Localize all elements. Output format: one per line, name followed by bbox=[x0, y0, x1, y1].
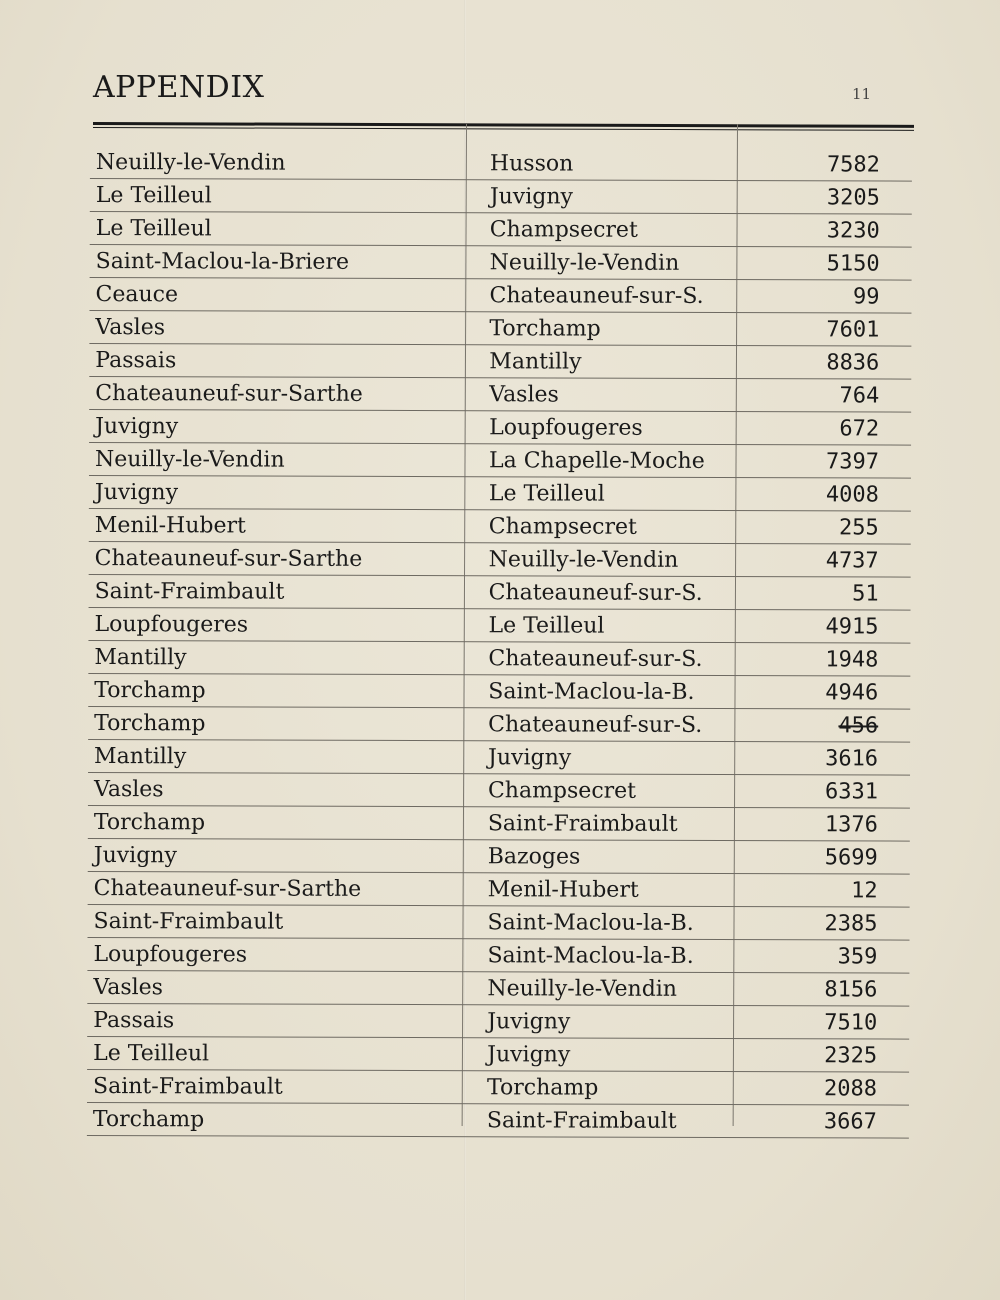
destination-cell: Menil-Hubert bbox=[487, 877, 639, 903]
destination-cell: Saint-Maclou-la-B. bbox=[487, 910, 694, 936]
destination-cell: Champsecret bbox=[488, 514, 637, 540]
origin-cell: Chateauneuf-sur-Sarthe bbox=[94, 546, 363, 572]
destination-cell: Mantilly bbox=[489, 349, 582, 375]
table-row bbox=[88, 740, 910, 776]
value-cell: 1948 bbox=[825, 647, 879, 673]
table-row bbox=[88, 773, 910, 809]
value-cell: 7601 bbox=[826, 317, 880, 343]
destination-cell: La Chapelle-Moche bbox=[488, 448, 705, 474]
table-row bbox=[88, 872, 910, 908]
table-row bbox=[89, 311, 911, 347]
value-cell: 4008 bbox=[825, 482, 879, 508]
origin-cell: Mantilly bbox=[94, 744, 187, 770]
destination-cell: Saint-Fraimbault bbox=[487, 811, 678, 837]
table-row bbox=[89, 443, 911, 479]
destination-cell: Husson bbox=[489, 151, 574, 177]
value-cell: 6331 bbox=[824, 779, 879, 805]
table-row bbox=[87, 971, 909, 1007]
destination-cell: Neuilly-le-Vendin bbox=[487, 976, 678, 1002]
destination-cell: Torchamp bbox=[489, 316, 601, 342]
origin-cell: Juvigny bbox=[93, 843, 177, 869]
value-cell: 764 bbox=[839, 383, 880, 409]
header-rule-thin bbox=[93, 127, 914, 131]
origin-cell: Saint-Fraimbault bbox=[93, 909, 284, 935]
destination-cell: Juvigny bbox=[487, 1042, 571, 1068]
destination-cell: Neuilly-le-Vendin bbox=[488, 547, 679, 573]
destination-cell: Juvigny bbox=[489, 184, 574, 210]
value-cell: 4946 bbox=[825, 680, 879, 706]
origin-cell: Chateauneuf-sur-Sarthe bbox=[93, 876, 362, 902]
origin-cell: Vasles bbox=[93, 777, 164, 803]
destination-cell: Chateauneuf-sur-S. bbox=[488, 580, 703, 606]
table-row bbox=[89, 542, 911, 578]
origin-cell: Torchamp bbox=[94, 711, 206, 737]
table-row bbox=[88, 674, 910, 710]
value-cell: 5699 bbox=[824, 845, 878, 871]
origin-cell: Neuilly-le-Vendin bbox=[94, 447, 285, 473]
origin-cell: Loupfougeres bbox=[93, 942, 248, 968]
origin-cell: Vasles bbox=[93, 975, 164, 1001]
table-row bbox=[88, 839, 910, 875]
table-row bbox=[89, 410, 911, 446]
table-row bbox=[88, 905, 910, 941]
destination-cell: Champsecret bbox=[489, 217, 638, 243]
value-cell: 8156 bbox=[824, 977, 878, 1003]
origin-cell: Saint-Maclou-la-Briere bbox=[95, 249, 350, 275]
origin-cell: Passais bbox=[95, 348, 177, 374]
table-row bbox=[89, 278, 911, 314]
value-cell: 2385 bbox=[824, 911, 878, 937]
origin-cell: Ceauce bbox=[95, 282, 179, 308]
table-row bbox=[87, 1037, 909, 1073]
origin-cell: Torchamp bbox=[92, 1107, 205, 1133]
destination-cell: Chateauneuf-sur-S. bbox=[489, 283, 704, 309]
value-cell: 7582 bbox=[826, 152, 880, 178]
destination-cell: Chateauneuf-sur-S. bbox=[488, 712, 703, 738]
table-row bbox=[87, 1103, 909, 1139]
table-row bbox=[89, 476, 911, 512]
page-number: 11 bbox=[852, 85, 872, 103]
destination-cell: Le Teilleul bbox=[488, 481, 605, 507]
table-row bbox=[88, 806, 910, 842]
value-cell: 5150 bbox=[826, 251, 880, 277]
destination-cell: Le Teilleul bbox=[488, 613, 605, 639]
destination-cell: Chateauneuf-sur-S. bbox=[488, 646, 703, 672]
table-row bbox=[89, 509, 911, 545]
value-cell: 51 bbox=[852, 581, 879, 607]
value-cell: 672 bbox=[839, 416, 880, 442]
origin-cell: Le Teilleul bbox=[95, 216, 212, 242]
origin-cell: Le Teilleul bbox=[93, 1041, 210, 1067]
value-cell: 4737 bbox=[825, 548, 879, 574]
value-cell: 7397 bbox=[825, 449, 880, 475]
value-cell: 4915 bbox=[825, 614, 879, 640]
origin-cell: Neuilly-le-Vendin bbox=[95, 150, 286, 176]
destination-cell: Saint-Maclou-la-B. bbox=[487, 943, 694, 969]
table-row bbox=[87, 938, 909, 974]
value-cell: 3230 bbox=[826, 218, 880, 244]
value-cell: 2088 bbox=[824, 1076, 878, 1102]
table-row bbox=[88, 641, 910, 677]
origin-cell: Passais bbox=[93, 1008, 175, 1034]
value-cell: 3205 bbox=[826, 185, 880, 211]
value-cell: 7510 bbox=[824, 1010, 878, 1036]
origin-cell: Torchamp bbox=[93, 810, 206, 836]
table-row bbox=[90, 212, 912, 248]
struck-value-cell: 456 bbox=[838, 713, 879, 739]
destination-cell: Saint-Maclou-la-B. bbox=[488, 679, 695, 705]
value-cell: 1376 bbox=[824, 812, 878, 838]
origin-cell: Juvigny bbox=[94, 480, 179, 506]
table-row bbox=[90, 245, 912, 281]
destination-cell: Champsecret bbox=[487, 778, 637, 804]
origin-cell: Saint-Fraimbault bbox=[94, 579, 285, 605]
origin-cell: Le Teilleul bbox=[95, 183, 212, 209]
table-row bbox=[90, 146, 912, 182]
table-row bbox=[90, 179, 912, 215]
value-cell: 12 bbox=[851, 878, 878, 904]
table-row bbox=[88, 608, 910, 644]
value-cell: 255 bbox=[839, 515, 879, 541]
value-cell: 359 bbox=[837, 944, 878, 970]
destination-cell: Vasles bbox=[489, 382, 559, 408]
destination-cell: Juvigny bbox=[488, 745, 572, 771]
page-title: APPENDIX bbox=[93, 70, 265, 105]
table-row bbox=[89, 575, 911, 611]
table-row bbox=[88, 707, 910, 743]
table-row bbox=[89, 377, 911, 413]
origin-cell: Vasles bbox=[95, 315, 166, 341]
table-row bbox=[87, 1070, 909, 1106]
destination-cell: Saint-Fraimbault bbox=[486, 1108, 677, 1134]
table-row bbox=[87, 1004, 909, 1040]
origin-cell: Loupfougeres bbox=[94, 612, 249, 638]
origin-cell: Mantilly bbox=[94, 645, 187, 671]
destination-cell: Juvigny bbox=[487, 1009, 571, 1035]
value-cell: 3616 bbox=[825, 746, 879, 772]
origin-cell: Torchamp bbox=[94, 678, 206, 704]
appendix-table bbox=[87, 146, 912, 1139]
origin-cell: Saint-Fraimbault bbox=[93, 1074, 283, 1100]
value-cell: 99 bbox=[852, 284, 880, 310]
value-cell: 2325 bbox=[824, 1043, 878, 1069]
value-cell: 8836 bbox=[826, 350, 880, 376]
destination-cell: Bazoges bbox=[487, 844, 581, 870]
destination-cell: Neuilly-le-Vendin bbox=[489, 250, 680, 276]
destination-cell: Torchamp bbox=[487, 1075, 599, 1101]
value-cell: 3667 bbox=[823, 1109, 877, 1135]
destination-cell: Loupfougeres bbox=[489, 415, 643, 441]
table-row bbox=[89, 344, 911, 380]
origin-cell: Chateauneuf-sur-Sarthe bbox=[95, 381, 363, 407]
origin-cell: Menil-Hubert bbox=[94, 513, 246, 539]
origin-cell: Juvigny bbox=[95, 414, 179, 440]
